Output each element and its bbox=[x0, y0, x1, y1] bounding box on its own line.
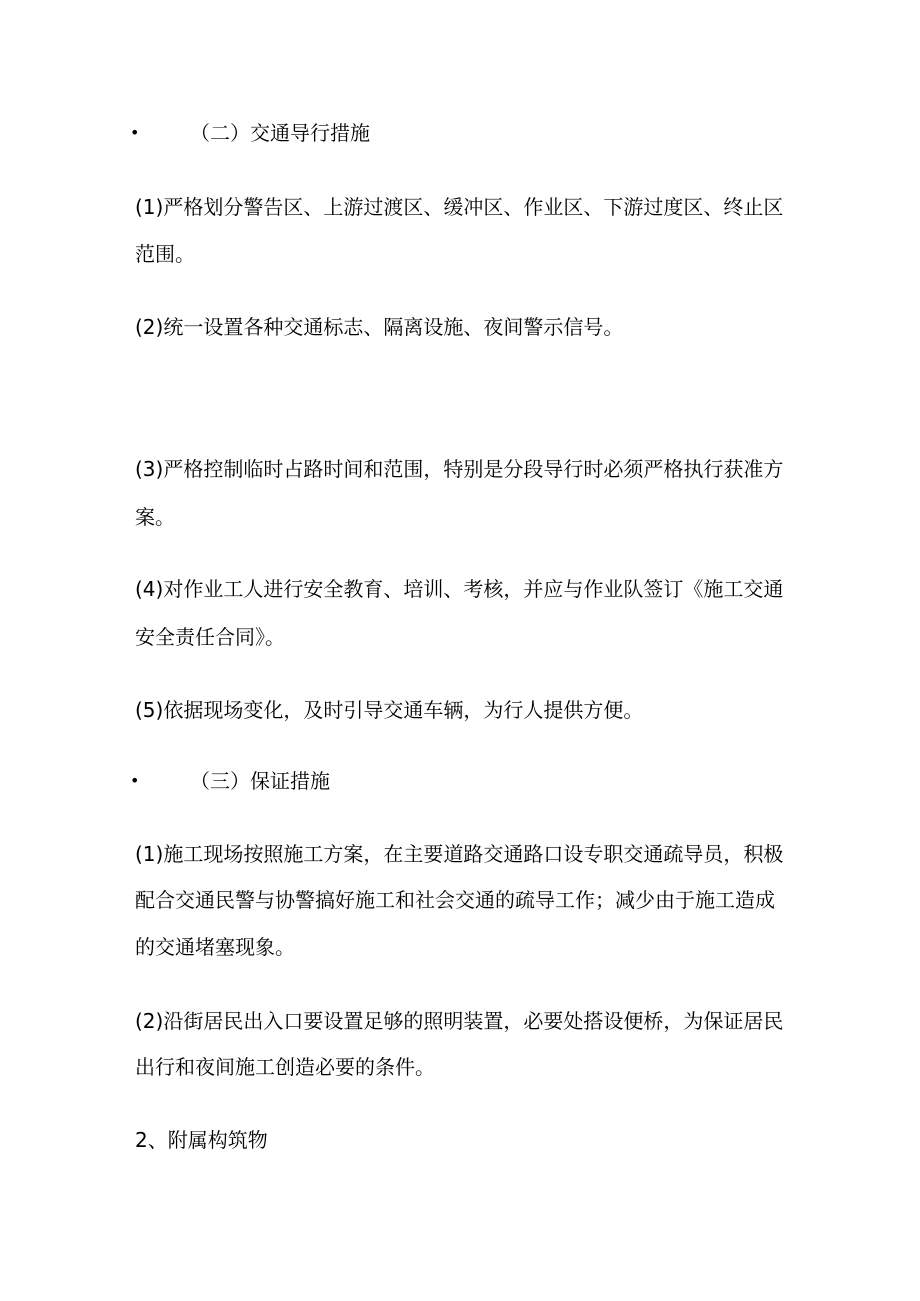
guarantee-item-1-line-3: 的交通堵塞现象。 bbox=[135, 935, 295, 959]
bullet-icon: • bbox=[130, 771, 140, 790]
guarantee-item-2-line-1: (2)沿街居民出入口要设置足够的照明装置，必要处搭设便桥，为保证居民 bbox=[135, 1009, 784, 1033]
traffic-item-1-line-2: 范围。 bbox=[135, 242, 195, 266]
guarantee-item-1-line-2: 配合交通民警与协警搞好施工和社会交通的疏导工作；减少由于施工造成 bbox=[135, 888, 775, 912]
traffic-item-4-line-2: 安全责任合同》。 bbox=[135, 625, 285, 649]
traffic-item-3-line-2: 案。 bbox=[135, 505, 175, 529]
bullet-icon: • bbox=[130, 123, 140, 142]
guarantee-item-1-line-1: (1)施工现场按照施工方案，在主要道路交通路口设专职交通疏导员，积极 bbox=[135, 842, 784, 866]
traffic-item-1-line-1: (1)严格划分警告区、上游过渡区、缓冲区、作业区、下游过度区、终止区 bbox=[135, 195, 784, 219]
section-heading-text: （二）交通导行措施 bbox=[190, 121, 370, 145]
guarantee-item-2-line-2: 出行和夜间施工创造必要的条件。 bbox=[135, 1055, 435, 1079]
section-heading-text: （三）保证措施 bbox=[190, 769, 330, 793]
next-section-heading: 2、附属构筑物 bbox=[135, 1128, 268, 1152]
traffic-item-5-line-1: (5)依据现场变化，及时引导交通车辆，为行人提供方便。 bbox=[135, 698, 644, 722]
traffic-item-4-line-1: (4)对作业工人进行安全教育、培训、考核，并应与作业队签订《施工交通 bbox=[135, 577, 784, 601]
traffic-item-3-line-1: (3)严格控制临时占路时间和范围，特别是分段导行时必须严格执行获准方 bbox=[135, 457, 784, 481]
traffic-item-2-line-1: (2)统一设置各种交通标志、隔离设施、夜间警示信号。 bbox=[135, 315, 624, 339]
